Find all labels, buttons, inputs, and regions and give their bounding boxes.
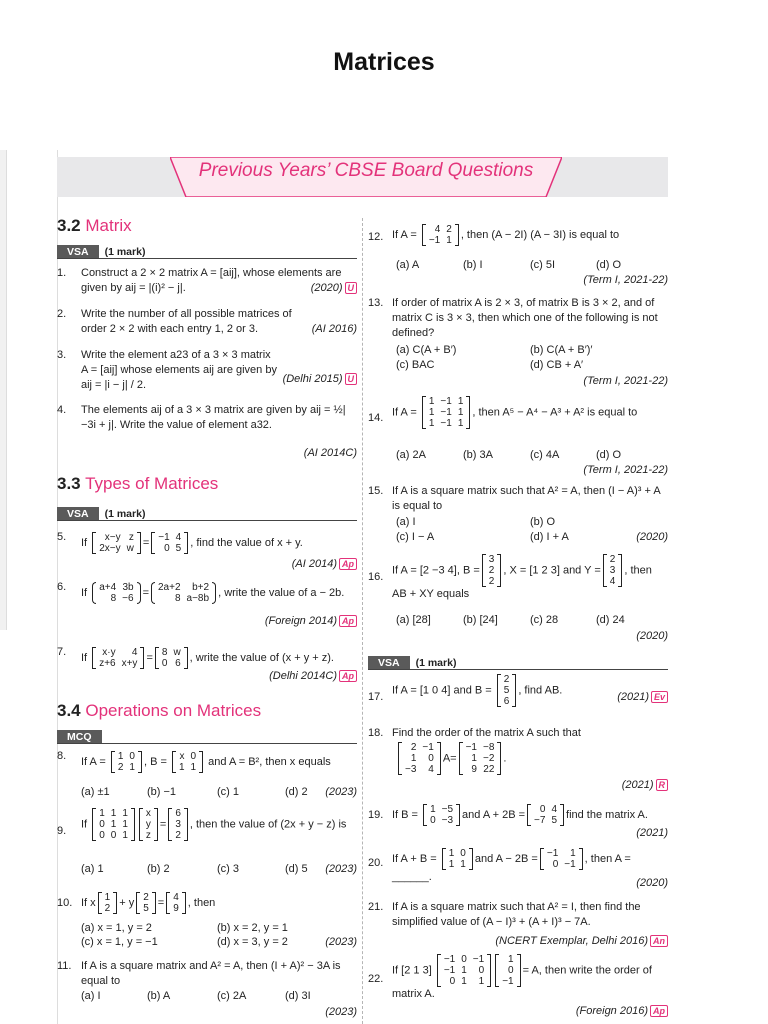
question-19: 19. If B = 1 0 −5 −3 and A + 2B = 0 −7 4 5 find the matrix A. (2021) xyxy=(368,804,668,839)
matrix: 4 9 xyxy=(166,892,186,914)
matrix: 1 1 1 −1 −1 −1 1 1 1 xyxy=(422,396,471,429)
tag-underline xyxy=(57,520,357,521)
banner-title: Previous Years’ CBSE Board Questions xyxy=(198,160,534,181)
question-12: 12. If A = 4 −1 2 1 , then (A − 2I) (A − 3I) is equal to (a) A (b) I (c) 5I (d) O (Term I, 2021-22) xyxy=(368,224,668,286)
matrix: x 1 0 1 xyxy=(172,751,203,773)
matrix: 3 2 2 xyxy=(482,554,502,587)
matrix: 2 5 6 xyxy=(497,674,517,707)
vsa-tag: VSA (1 mark) xyxy=(57,507,145,521)
matrix: a+4 8 3b −6 xyxy=(92,582,140,604)
question-9: 9. If 1 0 0 1 1 0 1 1 1 x y z = 6 3 2 , then the value of (2x + y − z) is (a) 1 (b) 2 (c) 3 (d) 5 (2023) xyxy=(57,808,357,875)
tag-underline xyxy=(368,669,668,670)
matrix: 2a+2 8 b+2 a−8b xyxy=(151,582,216,604)
matrix: 1 0 −5 −3 xyxy=(423,804,460,826)
page-edge xyxy=(0,150,7,630)
mcq-tag: MCQ xyxy=(57,730,102,744)
matrix: x−y 2x−y z w xyxy=(92,532,141,554)
question-21: 21. If A is a square matrix such that A² = I, then find the simplified value of (A − I)³ + (A + I)³ − 7A. (NCERT Exemplar, Delhi 2016) An xyxy=(368,900,668,950)
matrix: 1 0 −1 xyxy=(495,954,520,987)
section-heading-3-2: 3.2 Matrix xyxy=(57,216,132,235)
question-1: 1. Construct a 2 × 2 matrix A = [aij], whose elements are given by aij = |(i)² − j|. (2020) U xyxy=(57,266,357,300)
matrix: 1 1 0 1 xyxy=(442,848,473,870)
question-4: 4. The elements aij of a 3 × 3 matrix are given by aij = ½|−3i + j|. Write the value of element a32. (AI 2014C) xyxy=(57,404,357,459)
matrix: 2 1 −3 −1 0 4 xyxy=(398,742,441,775)
matrix: −1 0 4 5 xyxy=(151,532,188,554)
question-20: 20. If A + B = 1 1 0 1 and A − 2B = −1 0 1 −1 , then A = ______. (2020) xyxy=(368,848,668,889)
matrix: 1 2 0 1 xyxy=(111,751,142,773)
matrix: 6 3 2 xyxy=(168,808,188,841)
matrix: −1 1 9 −8 −2 22 xyxy=(459,742,502,775)
matrix: 8 0 w 6 xyxy=(155,647,188,669)
matrix: −1 −1 0 0 1 1 −1 0 1 xyxy=(437,954,491,987)
question-3: 3. Write the element a23 of a 3 × 3 matrix A = [aij] whose elements aij are given by aij = |i − j| / 2. (Delhi 2015) U xyxy=(57,348,357,394)
question-11: 11. If A is a square matrix and A² = A, then (I + A)² − 3A is equal to (a) I (b) A (c) 2A (d) 3I (2023) xyxy=(57,960,357,1018)
question-22: 22. If [2 1 3] −1 −1 0 0 1 1 −1 0 1 1 0 −1 = A, then write the order of matrix A. (Foreign 2016) Ap xyxy=(368,952,668,1020)
matrix: −1 0 1 −1 xyxy=(540,848,583,870)
question-18: 18. Find the order of the matrix A such that 2 1 −3 −1 0 4 A= −1 1 9 −8 −2 22 . (2021) R xyxy=(368,726,668,794)
question-13: 13. If order of matrix A is 2 × 3, of matrix B is 3 × 2, and of matrix C is 3 × 3, then which one of the following is not defined? (a) C(A + B′) (b) C(A + B′)′ (c) BAC (d) CB + A′ (Term I, 2021-22) xyxy=(368,297,668,387)
matrix: 4 −1 2 1 xyxy=(422,224,459,246)
section-heading-3-3: 3.3 Types of Matrices xyxy=(57,474,219,493)
page-title: Matrices xyxy=(333,48,435,76)
matrix: 0 −7 4 5 xyxy=(527,804,564,826)
question-16: 16. If A = [2 −3 4], B = 3 2 2 , X = [1 2 3] and Y = 2 3 4 , then AB + XY equals (a) [28] (b) [24] (c) 28 (d) 24 (2020) xyxy=(368,554,668,642)
question-5: 5. If x−y 2x−y z w = −1 0 4 5 , find the value of x + y. (AI 2014) Ap xyxy=(57,530,357,574)
matrix: 1 2 xyxy=(98,892,118,914)
question-14: 14. If A = 1 1 1 −1 −1 −1 1 1 1 , then A⁵ − A⁴ − A³ + A² is equal to (a) 2A (b) 3A (c) 4A (d) O (Term I, 2021-22) xyxy=(368,396,668,476)
matrix: 2 3 4 xyxy=(603,554,623,587)
column-divider xyxy=(362,218,363,1024)
question-8: 8. If A = 1 2 0 1 , B = x 1 0 1 and A = B², then x equals (a) ±1 (b) −1 (c) 1 (d) 2 (2023) xyxy=(57,750,357,798)
matrix: 2 5 xyxy=(136,892,156,914)
matrix: x·y z+6 4 x+y xyxy=(92,647,144,669)
question-6: 6. If a+4 8 3b −6 = 2a+2 8 b+2 a−8b , write the value of a − 2b. (Foreign 2014) Ap xyxy=(57,580,357,630)
question-2: 2. Write the number of all possible matrices of order 2 × 2 with each entry 1, 2 or 3. (AI 2016) xyxy=(57,308,357,335)
question-7: 7. If x·y z+6 4 x+y = 8 0 w 6 , write the value of (x + y + z). (Delhi 2014C) Ap xyxy=(57,645,357,685)
question-17: 17. If A = [1 0 4] and B = 2 5 6 , find AB. (2021) Ev xyxy=(368,674,668,724)
vsa-tag: VSA (1 mark) xyxy=(368,656,456,670)
question-10: 10. If x 1 2 + y 2 5 = 4 9 , then (a) x = 1, y = 2 (b) x = 2, y = 1 (c) x = 1, y = −1 (d) x = 3, y = 2 (2023) xyxy=(57,892,357,948)
vsa-tag: VSA (1 mark) xyxy=(57,245,145,259)
tag-underline xyxy=(57,743,357,744)
section-heading-3-4: 3.4 Operations on Matrices xyxy=(57,701,262,720)
matrix: x y z xyxy=(139,808,158,841)
tag-underline xyxy=(57,258,357,259)
question-15: 15. If A is a square matrix such that A² = A, then (I − A)³ + A is equal to (a) I (b) O (c) I − A (d) I + A (2020) xyxy=(368,485,668,543)
matrix: 1 0 0 1 1 0 1 1 1 xyxy=(92,808,135,841)
